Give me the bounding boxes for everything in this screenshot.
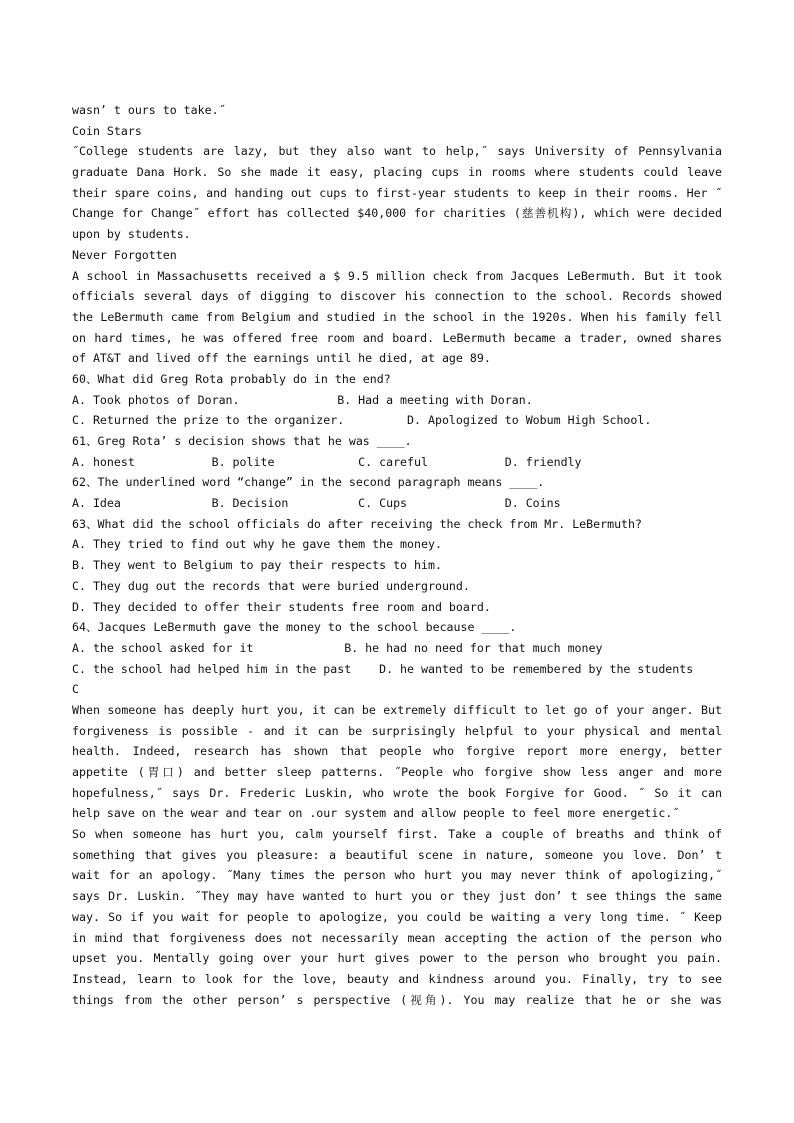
text-line: C. Returned the prize to the organizer. D. Apologized to Wobum High School.	[72, 413, 652, 428]
text-line: When someone has deeply hurt you, it can be extremely difficult to let go of your anger. But	[72, 702, 722, 717]
text-line: So when someone has hurt you, calm yourself first. Take a couple of breaths and think of	[72, 827, 722, 842]
text-line: wait for an apology. ˝Many times the person who hurt you may never think of apologizing,˝	[72, 868, 722, 883]
text-line: 63、What did the school officials do after receiving the check from Mr. LeBermuth?	[72, 516, 642, 531]
text-line: in mind that forgiveness does not necessarily mean accepting the action of the person who	[72, 930, 722, 945]
text-line: forgiveness is possible - and it can be surprisingly helpful to your physical and mental	[72, 723, 722, 738]
text-line: C	[72, 682, 79, 697]
text-line: 60、What did Greg Rota probably do in the end?	[72, 371, 391, 386]
text-line: Instead, learn to look for the love, beauty and kindness around you. Finally, try to see	[72, 971, 722, 986]
text-line: hopefulness,˝ says Dr. Frederic Luskin, who wrote the book Forgive for Good. ˝ So it can	[72, 785, 722, 800]
text-line: Coin Stars	[72, 123, 142, 138]
text-line: health. Indeed, research has shown that people who forgive report more energy, better	[72, 744, 722, 759]
text-line: wasn’ t ours to take.˝	[72, 103, 226, 117]
text-line: says Dr. Luskin. ˝They may have wanted to hurt you or they just don’ t see things the same	[72, 889, 722, 904]
text-line: 61、Greg Rota’ s decision shows that he was ____.	[72, 434, 412, 448]
text-line: graduate Dana Hork. So she made it easy, placing cups in rooms where students could leave	[72, 165, 722, 180]
text-line: A. honest B. polite C. careful D. friendly	[72, 454, 582, 469]
text-line: way. So if you wait for people to apologize, you could be waiting a very long time. ˝ Keep	[72, 909, 722, 924]
document-page	[72, 100, 722, 1010]
text-line: ˝College students are lazy, but they also want to help,˝ says University of Pennsylvania	[72, 144, 722, 159]
text-line: A school in Massachusetts received a $ 9.5 million check from Jacques LeBermuth. But it took	[72, 268, 722, 283]
text-line: C. They dug out the records that were buried underground.	[72, 578, 470, 593]
text-line: 64、Jacques LeBermuth gave the money to the school because ____.	[72, 620, 517, 635]
text-line: Never Forgotten	[72, 247, 177, 262]
text-line: on hard times, he was offered free room and board. LeBermuth became a trader, owned shares	[72, 330, 722, 345]
text-line: B. They went to Belgium to pay their respects to him.	[72, 558, 442, 573]
text-line: of AT&T and lived off the earnings until he died, at age 89.	[72, 351, 491, 366]
text-line: A. They tried to find out why he gave them the money.	[72, 537, 442, 552]
text-line: A. Took photos of Doran. B. Had a meeting with Doran.	[72, 392, 533, 407]
text-line: A. Idea B. Decision C. Cups D. Coins	[72, 496, 561, 511]
text-line: officials several days of digging to discover his connection to the school. Records showed	[72, 289, 722, 304]
text-line: things from the other person’ s perspective (视角). You may realize that he or she was	[72, 992, 722, 1007]
text-line: D. They decided to offer their students free room and board.	[72, 599, 491, 614]
text-line: 62、The underlined word “change” in the second paragraph means ____.	[72, 475, 545, 490]
text-line: appetite (胃口) and better sleep patterns. ˝People who forgive show less anger and more	[72, 765, 722, 779]
text-line: help save on the wear and tear on .our system and allow people to feel more energetic.˝	[72, 806, 680, 821]
text-line: Change for Change˝ effort has collected $40,000 for charities (慈善机构), which were decided	[72, 206, 722, 221]
text-line: upon by students.	[72, 227, 191, 242]
text-line: the LeBermuth came from Belgium and studied in the school in the 1920s. When his family fell	[72, 309, 722, 324]
text-line: A. the school asked for it B. he had no need for that much money	[72, 640, 603, 655]
text-line: C. the school had helped him in the past D. he wanted to be remembered by the students	[72, 661, 694, 676]
text-line: something that gives you pleasure: a beautiful scene in nature, someone you love. Don’ t	[72, 847, 722, 862]
text-line: upset you. Mentally going over your hurt gives power to the person who brought you pain.	[72, 951, 722, 966]
text-line: their spare coins, and handing out cups to first-year students to keep in their rooms. Her ˝	[72, 185, 722, 200]
